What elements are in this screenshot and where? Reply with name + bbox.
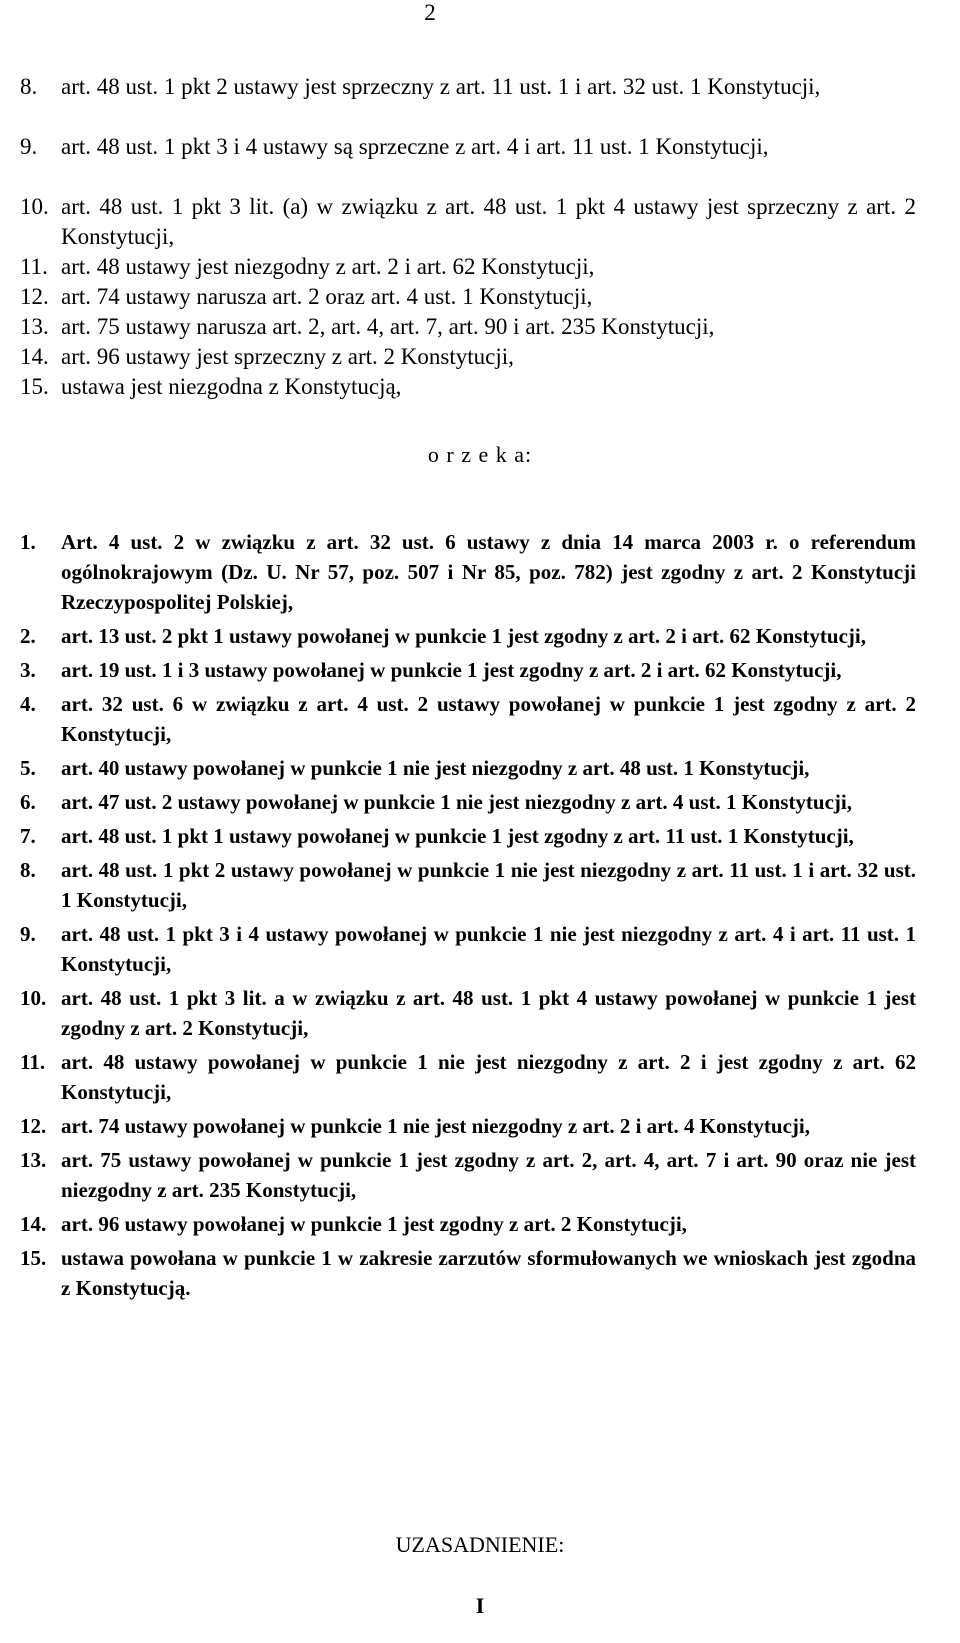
list-item-text: art. 48 ust. 1 pkt 2 ustawy powołanej w punkcie 1 nie jest niezgodny z art. 11 ust. 1 i art. 32 ust. 1 Konstytucji, [61, 858, 916, 912]
list-item [0, 655, 960, 685]
list-item [0, 72, 960, 132]
list-item-number: 15. [20, 374, 49, 399]
list-item-text: art. 48 ust. 1 pkt 3 i 4 ustawy są sprzeczne z art. 4 i art. 11 ust. 1 Konstytucji, [61, 134, 769, 159]
list-item [0, 919, 960, 979]
list-item [0, 1209, 960, 1239]
list-item-number: 10. [20, 986, 47, 1010]
list-item-text: art. 48 ustawy powołanej w punkcie 1 nie jest niezgodny z art. 2 i jest zgodny z art. 62 Konstytucji, [61, 1050, 916, 1104]
list-item [0, 1145, 960, 1205]
justification-heading: UZASADNIENIE: [395, 1532, 565, 1557]
list-item-number: 6. [20, 790, 36, 814]
ruling-heading: o r z e k a: [427, 442, 533, 467]
list-item-number: 10. [20, 194, 49, 219]
list-item-number: 14. [20, 1212, 47, 1236]
list-item [0, 282, 960, 312]
list-item [0, 1047, 960, 1107]
list-item [0, 1243, 960, 1303]
list-item-number: 9. [20, 134, 38, 159]
list-item-text: art. 48 ustawy jest niezgodny z art. 2 i art. 62 Konstytucji, [61, 254, 595, 279]
page-number: 2 [424, 0, 436, 25]
list-item [0, 312, 960, 342]
list-item-number: 12. [20, 284, 49, 309]
list-item [0, 621, 960, 651]
holdings-list [0, 527, 960, 1307]
list-item-text: Art. 4 ust. 2 w związku z art. 32 ust. 6 ustawy z dnia 14 marca 2003 r. o referendum ogólnokrajowym (Dz. U. Nr 57, poz. 507 i Nr 85, poz. 782) jest zgodny z art. 2 Konstytucji Rzeczypospolitej Polskiej, [61, 530, 916, 614]
allegations-list [0, 72, 960, 402]
list-item-number: 3. [20, 658, 36, 682]
list-item-text: art. 75 ustawy powołanej w punkcie 1 jest zgodny z art. 2, art. 4, art. 7 i art. 90 oraz nie jest niezgodny z art. 235 Konstytucji, [61, 1148, 916, 1202]
list-item-number: 13. [20, 1148, 47, 1172]
list-item-text: art. 74 ustawy narusza art. 2 oraz art. 4 ust. 1 Konstytucji, [61, 284, 593, 309]
list-item-text: art. 74 ustawy powołanej w punkcie 1 nie jest niezgodny z art. 2 i art. 4 Konstytucji, [61, 1114, 810, 1138]
list-item-number: 8. [20, 858, 36, 882]
list-item-number: 14. [20, 344, 49, 369]
list-item-number: 1. [20, 530, 36, 554]
list-item-number: 9. [20, 922, 36, 946]
list-item-text: art. 48 ust. 1 pkt 3 lit. a w związku z art. 48 ust. 1 pkt 4 ustawy powołanej w punkcie 1 jest zgodny z art. 2 Konstytucji, [61, 986, 916, 1040]
list-item-text: art. 96 ustawy jest sprzeczny z art. 2 Konstytucji, [61, 344, 514, 369]
list-item [0, 753, 960, 783]
list-item-text: ustawa powołana w punkcie 1 w zakresie zarzutów sformułowanych we wnioskach jest zgodna z Konstytucją. [61, 1246, 916, 1300]
list-item-number: 2. [20, 624, 36, 648]
list-item [0, 192, 960, 252]
list-item-text: art. 32 ust. 6 w związku z art. 4 ust. 2 ustawy powołanej w punkcie 1 jest zgodny z art. 2 Konstytucji, [61, 692, 916, 746]
list-item-text: art. 48 ust. 1 pkt 3 lit. (a) w związku z art. 48 ust. 1 pkt 4 ustawy jest sprzeczny z art. 2 Konstytucji, [61, 194, 916, 249]
list-item-number: 4. [20, 692, 36, 716]
list-item-number: 12. [20, 1114, 47, 1138]
list-item-text: art. 40 ustawy powołanej w punkcie 1 nie jest niezgodny z art. 48 ust. 1 Konstytucji, [61, 756, 810, 780]
list-item-text: art. 48 ust. 1 pkt 3 i 4 ustawy powołanej w punkcie 1 nie jest niezgodny z art. 4 i art. 11 ust. 1 Konstytucji, [61, 922, 916, 976]
list-item-number: 5. [20, 756, 36, 780]
list-item [0, 821, 960, 851]
list-item [0, 342, 960, 372]
list-item [0, 855, 960, 915]
list-item-text: art. 48 ust. 1 pkt 1 ustawy powołanej w punkcie 1 jest zgodny z art. 11 ust. 1 Konstytucji, [61, 824, 854, 848]
list-item-number: 11. [20, 254, 48, 279]
list-item [0, 252, 960, 282]
list-item [0, 372, 960, 402]
list-item-text: art. 75 ustawy narusza art. 2, art. 4, art. 7, art. 90 i art. 235 Konstytucji, [61, 314, 715, 339]
list-item-number: 11. [20, 1050, 46, 1074]
list-item-number: 7. [20, 824, 36, 848]
list-item-text: art. 47 ust. 2 ustawy powołanej w punkcie 1 nie jest niezgodny z art. 4 ust. 1 Konstytucji, [61, 790, 853, 814]
list-item-number: 15. [20, 1246, 47, 1270]
list-item [0, 787, 960, 817]
list-item-number: 8. [20, 74, 38, 99]
list-item-text: art. 19 ust. 1 i 3 ustawy powołanej w punkcie 1 jest zgodny z art. 2 i art. 62 Konstytucji, [61, 658, 842, 682]
list-item [0, 527, 960, 617]
list-item-number: 13. [20, 314, 49, 339]
list-item-text: art. 13 ust. 2 pkt 1 ustawy powołanej w punkcie 1 jest zgodny z art. 2 i art. 62 Konstytucji, [61, 624, 866, 648]
list-item [0, 983, 960, 1043]
list-item [0, 1111, 960, 1141]
list-item-text: art. 48 ust. 1 pkt 2 ustawy jest sprzeczny z art. 11 ust. 1 i art. 32 ust. 1 Konstytucji, [61, 74, 821, 99]
list-item [0, 132, 960, 192]
list-item-text: ustawa jest niezgodna z Konstytucją, [61, 374, 402, 399]
list-item [0, 689, 960, 749]
section-numeral: I [475, 1593, 485, 1618]
list-item-text: art. 96 ustawy powołanej w punkcie 1 jest zgodny z art. 2 Konstytucji, [61, 1212, 687, 1236]
